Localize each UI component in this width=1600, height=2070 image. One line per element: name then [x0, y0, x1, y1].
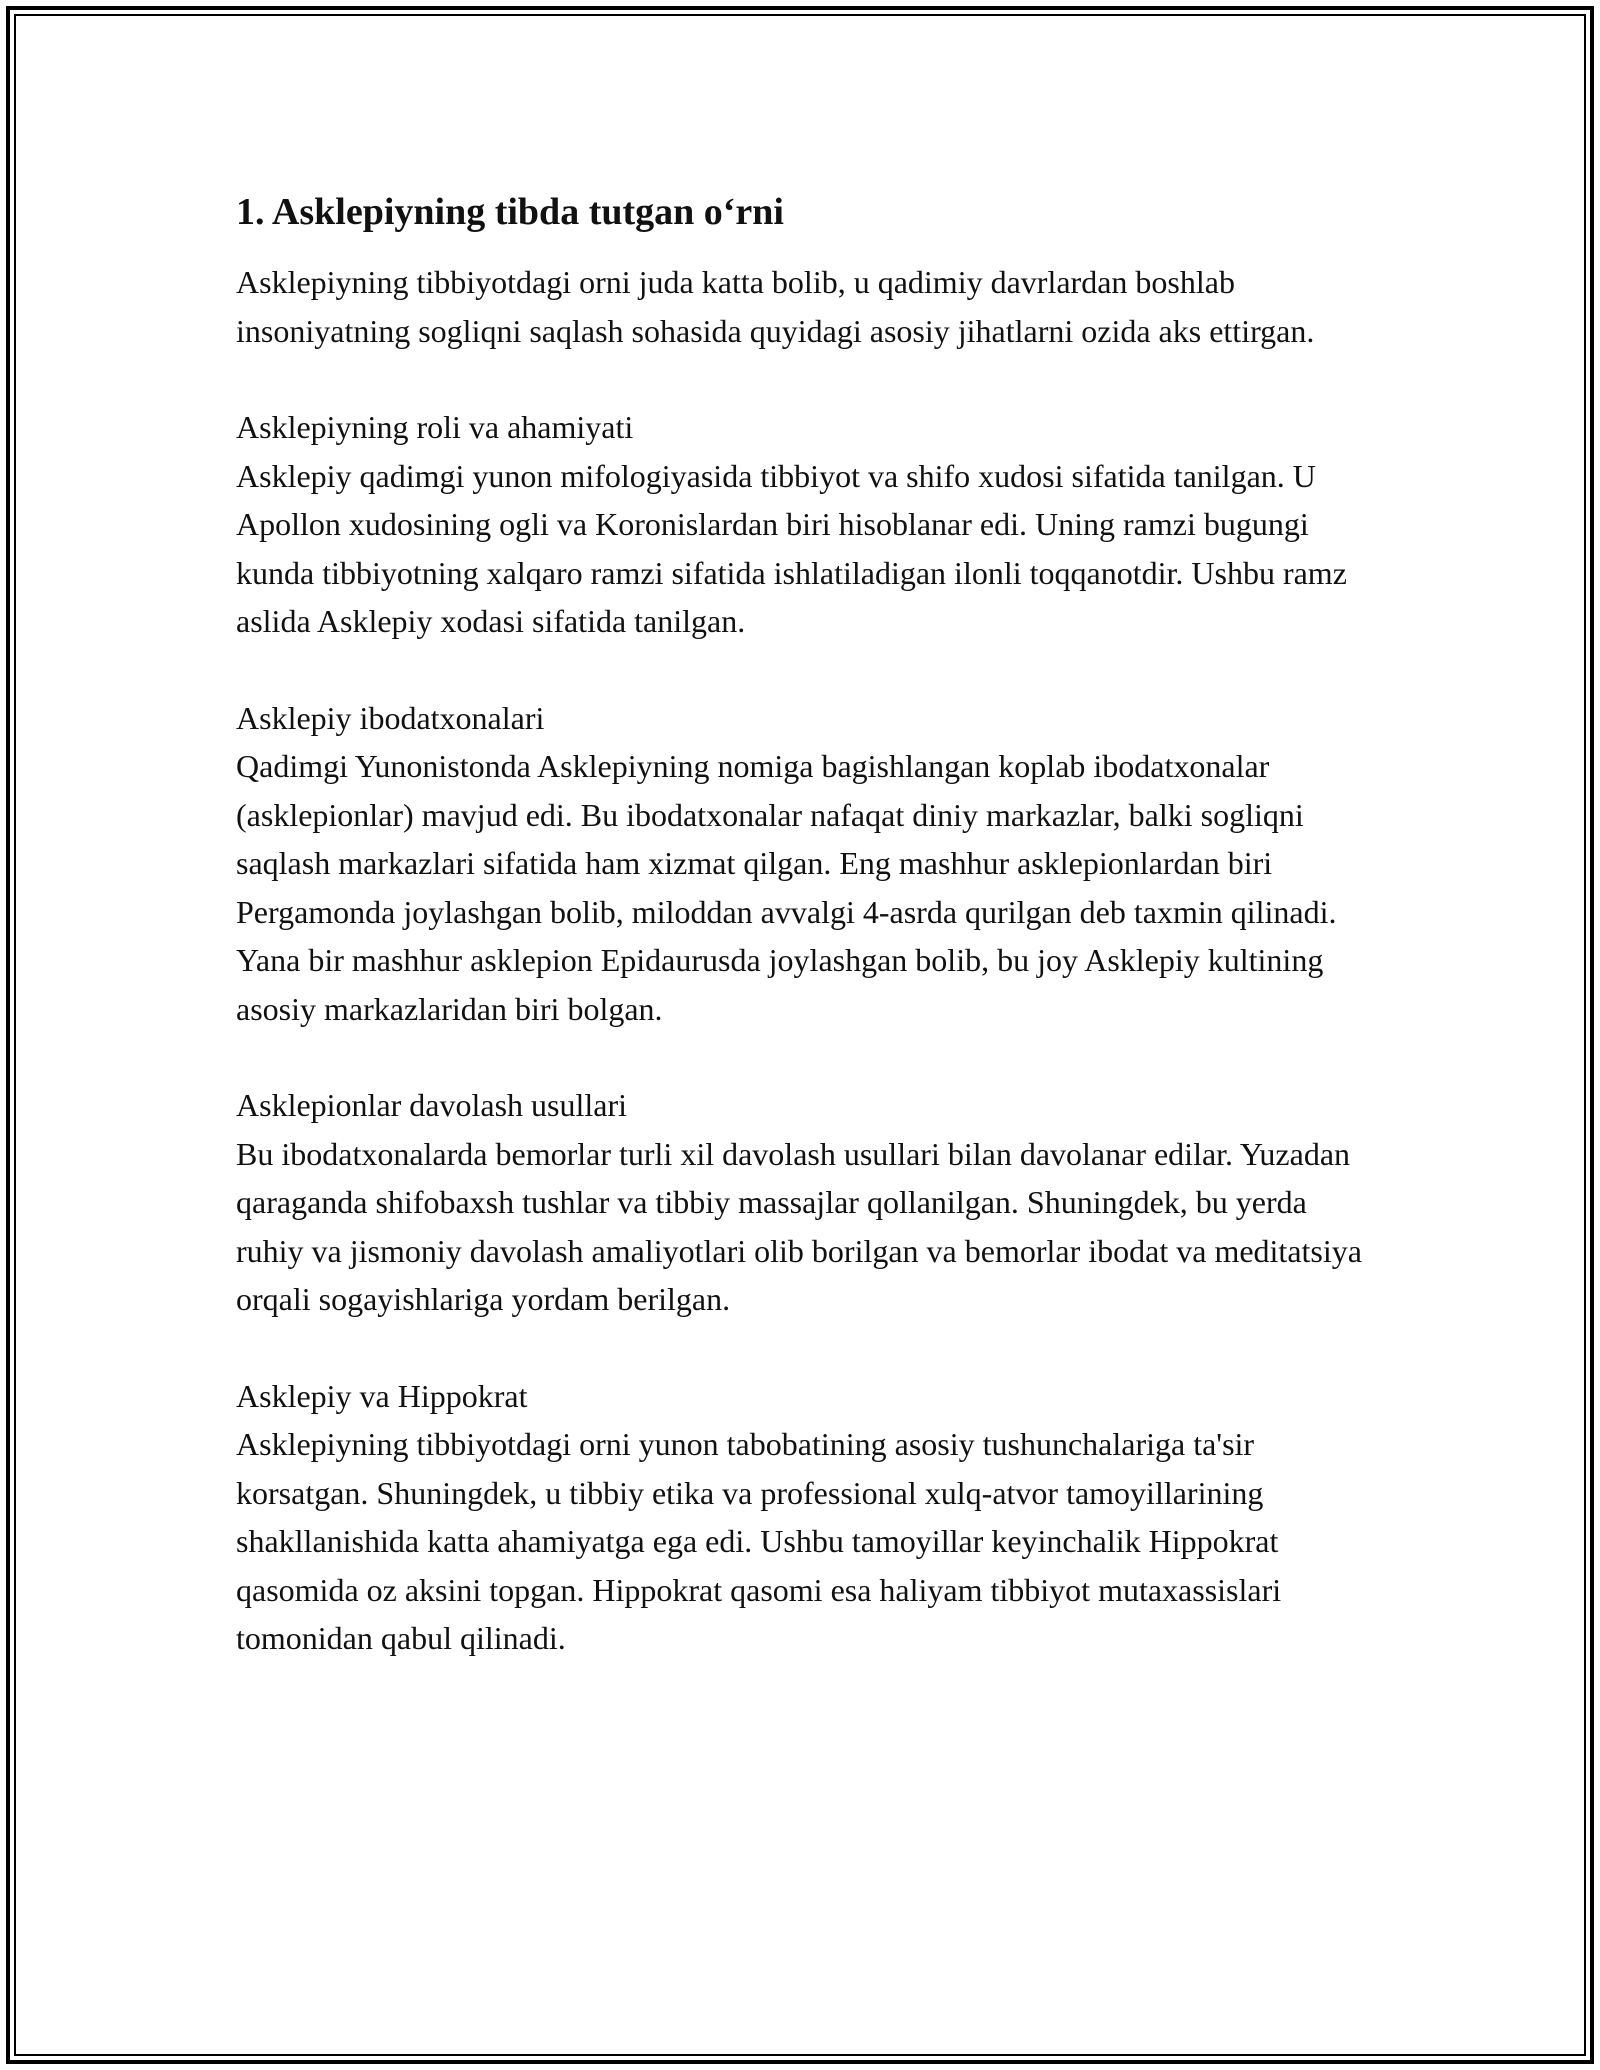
- document-title: 1. Asklepiyning tibda tutgan o‘rni: [236, 191, 784, 233]
- section-temples: [236, 694, 1376, 1034]
- intro-paragraph: Asklepiyning tibbiyotdagi orni juda katta bolib, u qadimiy davrlardan boshlab insoniyatning sogliqni saqlash sohasida quyidagi asosiy jihatlarni ozida aks ettirgan.: [236, 264, 1315, 349]
- section-treatment: [236, 1081, 1376, 1324]
- section-role: [236, 403, 1376, 646]
- document-body: [236, 186, 1376, 1711]
- section-heading: Asklepionlar davolash usullari: [236, 1087, 628, 1123]
- section-heading: Asklepiyning roli va ahamiyati: [236, 409, 634, 445]
- section-paragraph: Qadimgi Yunonistonda Asklepiyning nomiga bagishlangan koplab ibodatxonalar (asklepionlar) mavjud edi. Bu ibodatxonalar nafaqat diniy markazlar, balki sogliqni saqlash markazlari sifatida ham xizmat qilgan. Eng mashhur asklepionlardan biri Pergamonda joylashgan bolib, miloddan avvalgi 4-asrda qurilgan deb taxmin qilinadi. Yana bir mashhur asklepion Epidaurusda joylashgan bolib, bu joy Asklepiy kultining asosiy markazlaridan biri bolgan.: [236, 748, 1337, 1027]
- section-heading: Asklepiy ibodatxonalari: [236, 699, 545, 736]
- section-paragraph: Asklepiy qadimgi yunon mifologiyasida tibbiyot va shifo xudosi sifatida tanilgan. U Apollon xudosining ogli va Koronislardan biri hisoblanar edi. Uning ramzi bugungi kunda tibbiyotning xalqaro ramzi sifatida ishlatiladigan ilonli toqqanotdir. Ushbu ramz aslida Asklepiy xodasi sifatida tanilgan.: [236, 457, 1347, 639]
- section-paragraph: Bu ibodatxonalarda bemorlar turli xil davolash usullari bilan davolanar edilar. Yuzadan qaraganda shifobaxsh tushlar va tibbiy massajlar qollanilgan. Shuningdek, bu yerda ruhiy va jismoniy davolash amaliyotlari olib borilgan va bemorlar ibodat va meditatsiya orqali sogayishlariga yordam berilgan.: [236, 1135, 1362, 1317]
- section-hippocrates: [236, 1372, 1376, 1663]
- intro-section: [236, 258, 1376, 355]
- section-heading: Asklepiy va Hippokrat: [236, 1377, 528, 1414]
- section-paragraph: Asklepiyning tibbiyotdagi orni yunon tabobatining asosiy tushunchalariga ta'sir korsatgan. Shuningdek, u tibbiy etika va professional xulq-atvor tamoyillarining shakllanishida katta ahamiyatga ega edi. Ushbu tamoyillar keyinchalik Hippokrat qasomida oz aksini topgan. Hippokrat qasomi esa haliyam tibbiyot mutaxassislari tomonidan qabul qilinadi.: [236, 1426, 1282, 1656]
